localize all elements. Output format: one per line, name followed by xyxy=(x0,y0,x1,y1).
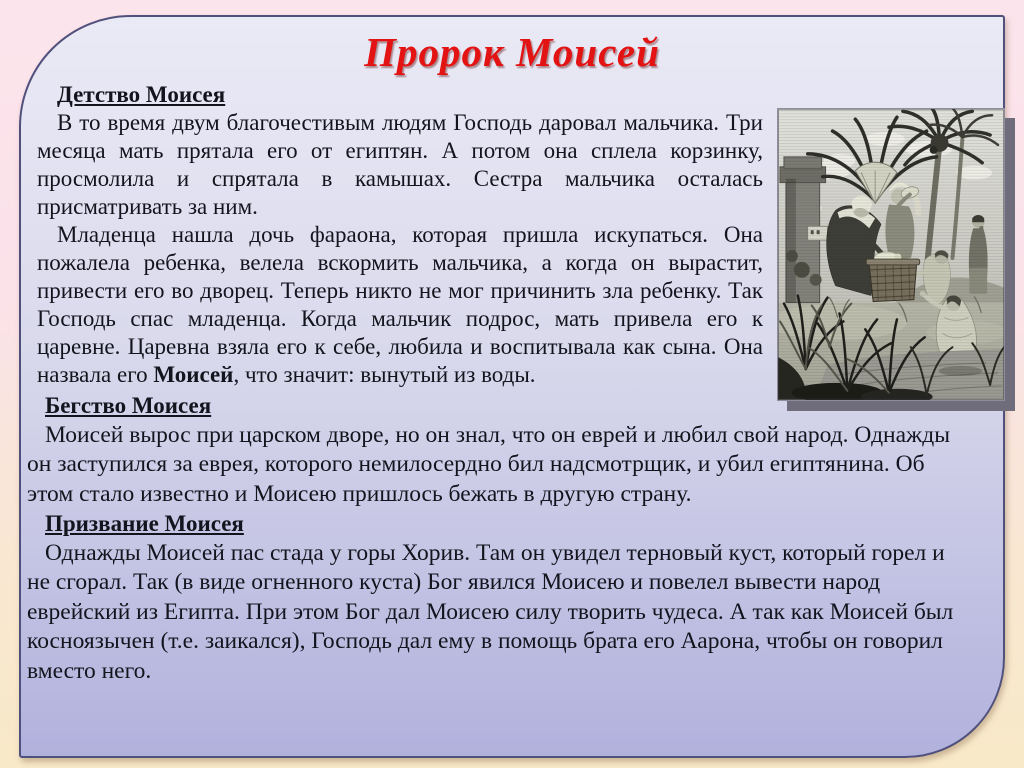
heading-childhood: Детство Моисея xyxy=(57,82,226,107)
paragraph-text: Младенца нашла дочь фараона, которая пришла искупаться. Она пожалела ребенка, велела вскормить мальчика, а когда он вырастит, привести его во дворец. Теперь никто не мог причинить зла ребенку. Так Господь спас младенца. Когда мальчик подрос, мать привела его к царевне. Царевна взяла его к себе, любила и воспитывала как сына. Она назвала его xyxy=(37,222,763,387)
lower-sections xyxy=(27,391,963,686)
finding-of-moses-image xyxy=(777,108,1005,401)
paragraph-text: , что значит: вынутый из воды. xyxy=(233,362,536,387)
page-title: Пророк Моисей xyxy=(364,29,660,75)
paragraph-flight: Моисей вырос при царском дворе, но он знал, что он еврей и любил свой народ. Однажды он заступился за еврея, которого немилосердно бил надсмотрщик, и убил египтянина. Об этом стало известно и Моисею пришлось бежать в другую страну. xyxy=(27,421,951,507)
paragraph-calling: Однажды Моисей пас стада у горы Хорив. Там он увидел терновый куст, который горел и не сгорал. Так (в виде огненного куста) Бог явился Моисею и повелел вывести народ еврейский из Египта. При этом Бог дал Моисею силу творить чудеса. А так как Моисей был косноязычен (т.е. заикался), Господь дал ему в помощь брата его Аарона, чтобы он говорил вместо него. xyxy=(27,539,954,684)
slide-content xyxy=(21,81,1003,686)
heading-calling: Призвание Моисея xyxy=(45,511,244,536)
heading-flight: Бегство Моисея xyxy=(45,393,212,418)
paragraph-childhood-1: В то время двум благочестивым людям Господь даровал мальчика. Три месяца мать прятала его от египтян. А потом она сплела корзинку, просмолила и спрятала в камышах. Сестра мальчика осталась присматривать за ним. xyxy=(37,110,763,219)
moses-name-bold: Моисей xyxy=(153,362,234,387)
moses-engraving-graphic xyxy=(778,109,1004,400)
slide-panel xyxy=(19,15,1005,758)
engraving-texture xyxy=(778,109,1004,399)
